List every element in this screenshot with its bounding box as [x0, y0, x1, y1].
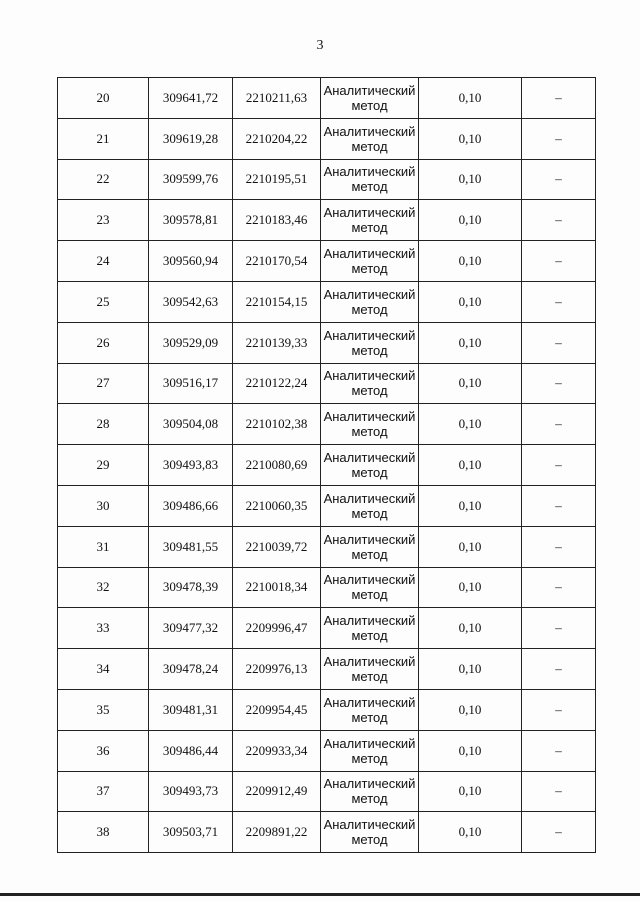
note-cell: –: [522, 404, 596, 445]
point-number-cell: 27: [58, 363, 149, 404]
method-text-line: метод: [351, 669, 388, 685]
table-row: [58, 363, 596, 404]
method-text-line: метод: [351, 342, 388, 358]
method-cell: [321, 78, 419, 119]
method-text-line: Аналитический: [323, 735, 416, 751]
method-cell: [321, 322, 419, 363]
bottom-edge-line: [0, 893, 640, 896]
point-number-cell: 35: [58, 689, 149, 730]
note-cell: –: [522, 689, 596, 730]
point-number-cell: 37: [58, 771, 149, 812]
point-number-cell: 23: [58, 200, 149, 241]
method-cell: [321, 608, 419, 649]
table-row: [58, 649, 596, 690]
method-cell: [321, 281, 419, 322]
method-text-line: метод: [351, 465, 388, 481]
method-text-line: метод: [351, 220, 388, 236]
note-cell: –: [522, 78, 596, 119]
method-cell: [321, 200, 419, 241]
x-coordinate-cell: 309599,76: [149, 159, 233, 200]
point-number-cell: 21: [58, 118, 149, 159]
table-row: [58, 608, 596, 649]
table-row: [58, 689, 596, 730]
y-coordinate-cell: 2210211,63: [233, 78, 321, 119]
method-cell: [321, 404, 419, 445]
method-cell: [321, 730, 419, 771]
note-cell: –: [522, 485, 596, 526]
method-text-line: Аналитический: [323, 531, 416, 547]
accuracy-cell: 0,10: [419, 363, 522, 404]
accuracy-cell: 0,10: [419, 649, 522, 690]
x-coordinate-cell: 309478,39: [149, 567, 233, 608]
x-coordinate-cell: 309477,32: [149, 608, 233, 649]
x-coordinate-cell: 309481,31: [149, 689, 233, 730]
y-coordinate-cell: 2210195,51: [233, 159, 321, 200]
y-coordinate-cell: 2210122,24: [233, 363, 321, 404]
method-text-line: метод: [351, 301, 388, 317]
x-coordinate-cell: 309486,44: [149, 730, 233, 771]
note-cell: –: [522, 363, 596, 404]
note-cell: –: [522, 322, 596, 363]
note-cell: –: [522, 526, 596, 567]
method-text-line: Аналитический: [323, 368, 416, 384]
point-number-cell: 28: [58, 404, 149, 445]
method-text-line: Аналитический: [323, 82, 416, 98]
point-number-cell: 25: [58, 281, 149, 322]
method-text-line: метод: [351, 750, 388, 766]
method-text-line: метод: [351, 709, 388, 725]
point-number-cell: 24: [58, 241, 149, 282]
x-coordinate-cell: 309504,08: [149, 404, 233, 445]
y-coordinate-cell: 2210060,35: [233, 485, 321, 526]
point-number-cell: 22: [58, 159, 149, 200]
y-coordinate-cell: 2209954,45: [233, 689, 321, 730]
table-row: [58, 485, 596, 526]
table-row: [58, 322, 596, 363]
method-cell: [321, 159, 419, 200]
method-cell: [321, 445, 419, 486]
method-text-line: Аналитический: [323, 776, 416, 792]
accuracy-cell: 0,10: [419, 159, 522, 200]
method-text-line: метод: [351, 628, 388, 644]
table-row: [58, 526, 596, 567]
method-cell: [321, 485, 419, 526]
method-text-line: метод: [351, 97, 388, 113]
note-cell: –: [522, 812, 596, 853]
table-row: [58, 567, 596, 608]
x-coordinate-cell: 309503,71: [149, 812, 233, 853]
method-text-line: Аналитический: [323, 327, 416, 343]
method-text-line: метод: [351, 587, 388, 603]
method-cell: [321, 241, 419, 282]
y-coordinate-cell: 2209976,13: [233, 649, 321, 690]
method-text-line: метод: [351, 791, 388, 807]
method-text-line: метод: [351, 546, 388, 562]
accuracy-cell: 0,10: [419, 78, 522, 119]
method-text-line: Аналитический: [323, 409, 416, 425]
note-cell: –: [522, 771, 596, 812]
note-cell: –: [522, 730, 596, 771]
point-number-cell: 32: [58, 567, 149, 608]
point-number-cell: 26: [58, 322, 149, 363]
method-text-line: Аналитический: [323, 694, 416, 710]
point-number-cell: 20: [58, 78, 149, 119]
accuracy-cell: 0,10: [419, 771, 522, 812]
accuracy-cell: 0,10: [419, 608, 522, 649]
y-coordinate-cell: 2210170,54: [233, 241, 321, 282]
note-cell: –: [522, 281, 596, 322]
y-coordinate-cell: 2209996,47: [233, 608, 321, 649]
accuracy-cell: 0,10: [419, 241, 522, 282]
method-text-line: Аналитический: [323, 164, 416, 180]
point-number-cell: 38: [58, 812, 149, 853]
table-row: [58, 771, 596, 812]
method-text-line: Аналитический: [323, 572, 416, 588]
y-coordinate-cell: 2210154,15: [233, 281, 321, 322]
table-row: [58, 281, 596, 322]
y-coordinate-cell: 2210139,33: [233, 322, 321, 363]
method-cell: [321, 118, 419, 159]
note-cell: –: [522, 159, 596, 200]
table-row: [58, 730, 596, 771]
accuracy-cell: 0,10: [419, 526, 522, 567]
accuracy-cell: 0,10: [419, 730, 522, 771]
x-coordinate-cell: 309478,24: [149, 649, 233, 690]
y-coordinate-cell: 2209891,22: [233, 812, 321, 853]
accuracy-cell: 0,10: [419, 322, 522, 363]
note-cell: –: [522, 649, 596, 690]
x-coordinate-cell: 309481,55: [149, 526, 233, 567]
note-cell: –: [522, 608, 596, 649]
point-number-cell: 31: [58, 526, 149, 567]
method-cell: [321, 689, 419, 730]
method-text-line: Аналитический: [323, 286, 416, 302]
x-coordinate-cell: 309516,17: [149, 363, 233, 404]
y-coordinate-cell: 2210080,69: [233, 445, 321, 486]
table-row: [58, 404, 596, 445]
y-coordinate-cell: 2210039,72: [233, 526, 321, 567]
y-coordinate-cell: 2209933,34: [233, 730, 321, 771]
method-text-line: метод: [351, 383, 388, 399]
method-text-line: Аналитический: [323, 654, 416, 670]
table-row: [58, 78, 596, 119]
method-cell: [321, 526, 419, 567]
method-cell: [321, 649, 419, 690]
coordinates-table-body: [58, 78, 596, 853]
note-cell: –: [522, 445, 596, 486]
method-text-line: Аналитический: [323, 613, 416, 629]
x-coordinate-cell: 309560,94: [149, 241, 233, 282]
method-text-line: Аналитический: [323, 123, 416, 139]
accuracy-cell: 0,10: [419, 485, 522, 526]
accuracy-cell: 0,10: [419, 445, 522, 486]
point-number-cell: 33: [58, 608, 149, 649]
accuracy-cell: 0,10: [419, 689, 522, 730]
accuracy-cell: 0,10: [419, 812, 522, 853]
accuracy-cell: 0,10: [419, 200, 522, 241]
note-cell: –: [522, 241, 596, 282]
method-cell: [321, 567, 419, 608]
method-cell: [321, 771, 419, 812]
point-number-cell: 36: [58, 730, 149, 771]
y-coordinate-cell: 2210018,34: [233, 567, 321, 608]
method-text-line: метод: [351, 505, 388, 521]
method-text-line: Аналитический: [323, 817, 416, 833]
y-coordinate-cell: 2210183,46: [233, 200, 321, 241]
x-coordinate-cell: 309619,28: [149, 118, 233, 159]
table-row: [58, 159, 596, 200]
method-text-line: Аналитический: [323, 490, 416, 506]
point-number-cell: 34: [58, 649, 149, 690]
x-coordinate-cell: 309493,73: [149, 771, 233, 812]
method-text-line: метод: [351, 261, 388, 277]
x-coordinate-cell: 309542,63: [149, 281, 233, 322]
y-coordinate-cell: 2210204,22: [233, 118, 321, 159]
accuracy-cell: 0,10: [419, 281, 522, 322]
method-cell: [321, 363, 419, 404]
x-coordinate-cell: 309486,66: [149, 485, 233, 526]
table-row: [58, 241, 596, 282]
x-coordinate-cell: 309493,83: [149, 445, 233, 486]
point-number-cell: 29: [58, 445, 149, 486]
method-text-line: Аналитический: [323, 246, 416, 262]
note-cell: –: [522, 118, 596, 159]
point-number-cell: 30: [58, 485, 149, 526]
accuracy-cell: 0,10: [419, 118, 522, 159]
coordinates-table: [57, 77, 596, 853]
table-row: [58, 118, 596, 159]
table-row: [58, 200, 596, 241]
method-text-line: метод: [351, 138, 388, 154]
note-cell: –: [522, 200, 596, 241]
method-text-line: Аналитический: [323, 450, 416, 466]
method-text-line: метод: [351, 424, 388, 440]
table-row: [58, 445, 596, 486]
page-number: 3: [316, 38, 324, 53]
y-coordinate-cell: 2209912,49: [233, 771, 321, 812]
accuracy-cell: 0,10: [419, 404, 522, 445]
method-text-line: метод: [351, 179, 388, 195]
method-text-line: метод: [351, 832, 388, 848]
accuracy-cell: 0,10: [419, 567, 522, 608]
x-coordinate-cell: 309578,81: [149, 200, 233, 241]
method-text-line: Аналитический: [323, 205, 416, 221]
method-cell: [321, 812, 419, 853]
table-row: [58, 812, 596, 853]
note-cell: –: [522, 567, 596, 608]
x-coordinate-cell: 309529,09: [149, 322, 233, 363]
y-coordinate-cell: 2210102,38: [233, 404, 321, 445]
x-coordinate-cell: 309641,72: [149, 78, 233, 119]
